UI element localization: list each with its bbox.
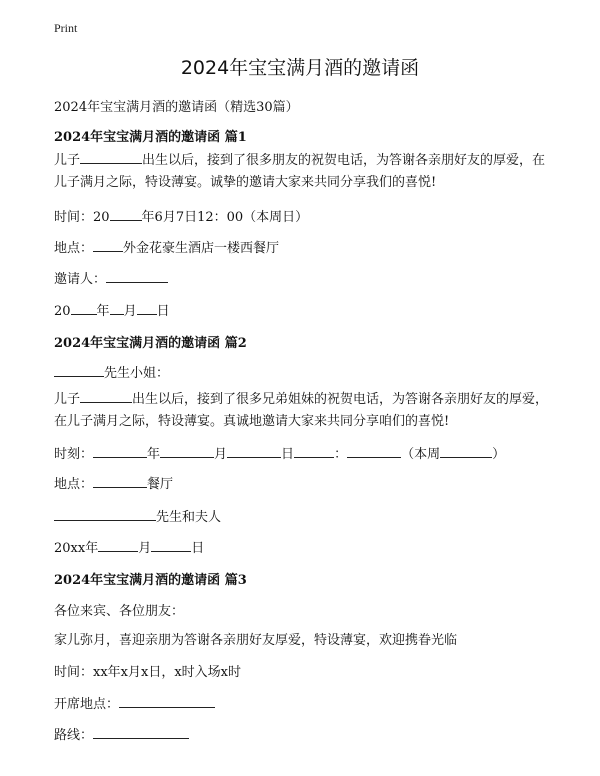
section3-body: 家儿弥月，喜迎亲朋为答谢各亲朋好友厚爱，特设薄宴，欢迎携眷光临 — [54, 633, 458, 648]
blank-line — [160, 445, 214, 458]
blank-line — [137, 302, 157, 315]
text: 日 — [156, 304, 170, 319]
section2-time — [54, 443, 505, 462]
blank-line — [93, 239, 123, 252]
blank-line — [110, 208, 142, 221]
text: 时间：20 — [54, 210, 110, 225]
text: 邀请人： — [54, 272, 107, 287]
text: 月 — [123, 304, 137, 319]
text: 先生和夫人 — [156, 510, 222, 525]
section1-time — [54, 206, 308, 225]
blank-line — [440, 445, 492, 458]
text: 年 — [96, 304, 110, 319]
blank-line — [110, 302, 124, 315]
blank-line — [93, 475, 147, 488]
blank-line — [80, 151, 142, 164]
text: ） — [492, 447, 506, 462]
subtitle: 2024年宝宝满月酒的邀请函（精选30篇） — [54, 100, 299, 115]
text: 出生以后，接到了很多兄弟姐妹的祝贺电话，为答谢各亲朋好友的厚爱，在儿子满月之际，特设薄宴。真诚地邀请大家来共同分享咱们的喜悦! — [54, 392, 549, 429]
text: （本周 — [401, 447, 441, 462]
text: 月 — [214, 447, 228, 462]
text: 年6月7日12：00（本周日） — [141, 210, 309, 225]
blank-line — [294, 445, 334, 458]
text: 儿子 — [54, 153, 81, 168]
text: 儿子 — [54, 392, 81, 407]
text: 年 — [147, 447, 161, 462]
blank-line — [54, 364, 104, 377]
text: 日 — [191, 541, 205, 556]
section1-inviter — [54, 268, 168, 287]
blank-line — [93, 726, 189, 739]
text: 路线： — [54, 728, 94, 743]
text: 先生小姐： — [104, 366, 170, 381]
section1-heading: 2024年宝宝满月酒的邀请函 篇1 — [54, 130, 247, 145]
section1-place — [54, 237, 279, 256]
blank-line — [71, 302, 97, 315]
print-link[interactable]: Print — [54, 21, 78, 35]
section2-date — [54, 537, 204, 556]
blank-line — [227, 445, 281, 458]
blank-line — [98, 539, 138, 552]
text: 地点： — [54, 241, 94, 256]
text: 外金花豪生酒店一楼西餐厅 — [123, 241, 280, 256]
text: 日 — [281, 447, 295, 462]
text: 月 — [138, 541, 152, 556]
blank-line — [119, 695, 215, 708]
text: ： — [334, 447, 348, 462]
section1-date — [54, 300, 170, 319]
text: 时刻： — [54, 447, 94, 462]
section2-salutation — [54, 362, 169, 381]
blank-line — [106, 270, 168, 283]
blank-line — [93, 445, 147, 458]
text: 出生以后，接到了很多朋友的祝贺电话，为答谢各亲朋好友的厚爱，在儿子满月之际，特设薄宴。诚挚的邀请大家来共同分享我们的喜悦! — [54, 153, 546, 190]
section2-place — [54, 473, 173, 492]
text: 20 — [54, 304, 71, 319]
blank-line — [347, 445, 401, 458]
text: 地点： — [54, 477, 94, 492]
section3-venue — [54, 693, 215, 712]
blank-line — [54, 508, 156, 521]
section2-paragraph — [54, 389, 554, 433]
section3-greeting: 各位来宾、各位朋友： — [54, 604, 185, 619]
section1-paragraph — [54, 150, 554, 194]
section3-route — [54, 724, 189, 743]
section2-heading: 2024年宝宝满月酒的邀请函 篇2 — [54, 336, 247, 351]
text: 20xx年 — [54, 541, 99, 556]
text: 餐厅 — [147, 477, 174, 492]
section3-time: 时间：xx年x月x日，x时入场x时 — [54, 665, 241, 680]
blank-line — [80, 390, 132, 403]
section2-couple — [54, 506, 221, 525]
text: 开席地点： — [54, 697, 120, 712]
section3-heading: 2024年宝宝满月酒的邀请函 篇3 — [54, 573, 247, 588]
page-title: 2024年宝宝满月酒的邀请函 — [180, 57, 420, 79]
blank-line — [151, 539, 191, 552]
